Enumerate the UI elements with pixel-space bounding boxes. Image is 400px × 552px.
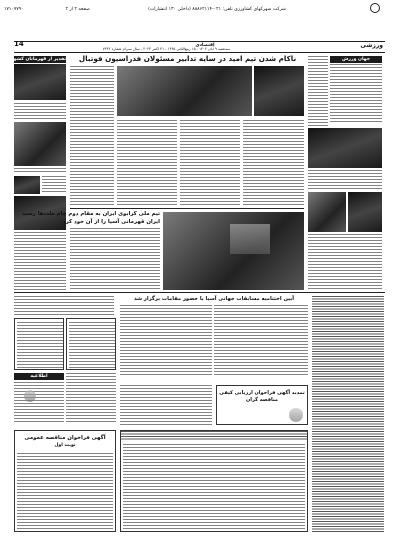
right-photo-2: [308, 192, 346, 232]
mid-left-text: [70, 228, 160, 290]
notice-box: [14, 430, 116, 532]
left-photo-2: [14, 122, 66, 166]
header-rule-bottom: [14, 52, 385, 53]
left-text-2: [14, 168, 66, 174]
left-text-3: [42, 176, 66, 194]
left-photo-1: [14, 64, 66, 100]
headline-3: ایران قهرمانی آسیا را از آن خود کرد: [62, 219, 160, 225]
top-center-text: شرکت شهرکهای کشاورزی تلفن: ۰۲۱-۸۸۸۶۲۱۱۴ (داخلی ۱۳۰ انتشارات): [148, 7, 286, 12]
left-box-4-text: [66, 373, 116, 423]
main-col-c: [180, 120, 240, 206]
main-col-d: [243, 120, 304, 206]
left-text-1: [14, 103, 66, 121]
left-box-3-text: [14, 382, 64, 422]
page-number: 14: [14, 40, 24, 48]
right-text-1: [330, 64, 382, 124]
top-logo: [370, 3, 380, 13]
tender-table-head: [121, 431, 307, 441]
main-photo-side: [254, 66, 304, 116]
left-box-1-text: [17, 322, 63, 368]
mid-photo-inset: [230, 224, 270, 254]
date-line: سه‌شنبه ۹ آبان ۱۴۰۲ - ۱۵ ربیع‌الثانی ۱۴۴۵ - ۳۱ اکتبر ۲۰۲۳ - سال سی‌ام شماره ۷۴۴۲: [102, 47, 230, 51]
headline-6: آگهی فراخوان مناقصه عمومی: [24, 435, 106, 441]
headline-5: تمدید آگهی فراخوان ارزیابی کیفی مناقصه گران: [219, 390, 305, 403]
headline-2: تیم ملی کرابوی ایران به مقام دوم جام ملت‌ها رسید: [22, 211, 160, 217]
headline-7: نوبت اول: [54, 443, 76, 448]
notice-body: [17, 453, 113, 529]
section-right: ورزشی: [360, 42, 383, 49]
left-box-2: [66, 318, 116, 370]
right-photo-1: [308, 128, 382, 168]
left-box-1: [14, 318, 64, 370]
tender-box: [216, 385, 308, 425]
left-box-2-text: [69, 322, 115, 368]
main-col-a: [70, 66, 114, 206]
tender-table: [120, 430, 308, 532]
main-headline: ناکام شدن تیم امید در سایه تدابیر مسئولان فدراسیون فوتبال: [78, 54, 297, 63]
top-left-code: ۱۷۱۰۷۷۹۰: [4, 7, 24, 12]
right-col-title: جهان ورزش: [330, 56, 382, 63]
tender-logo: [289, 408, 303, 422]
lower-rule: [14, 292, 385, 293]
right-text-3: [308, 234, 382, 290]
right-photo-portrait: [348, 192, 382, 232]
lower-col-1: [14, 296, 114, 316]
left-col-title: تقدیر از قهرمانان کشوری: [6, 57, 66, 62]
tender-side-text: [120, 385, 212, 425]
top-page-ref: صفحه ۲ از ۲: [65, 7, 90, 12]
box-left-1-title: اطلاعیه: [14, 373, 64, 380]
right-text-2: [308, 170, 382, 190]
lower-col-3: [214, 305, 308, 375]
mid-rule: [70, 208, 304, 209]
headline-4: آیین اختتامیه مسابقات جهانی آسیا با حضور مقامات برگزار شد: [133, 296, 294, 302]
main-photo: [117, 66, 252, 116]
right-text-top: [308, 56, 328, 126]
section-left: اقتصادی: [195, 43, 215, 48]
lower-col-4: [312, 296, 384, 532]
left-box-logo: [24, 390, 36, 402]
left-text-4: [14, 232, 66, 290]
tender-table-body: [123, 444, 305, 530]
lower-col-2: [120, 305, 212, 375]
header-rule-top: [14, 41, 385, 42]
left-photo-3: [14, 176, 40, 194]
main-col-b: [117, 120, 177, 206]
